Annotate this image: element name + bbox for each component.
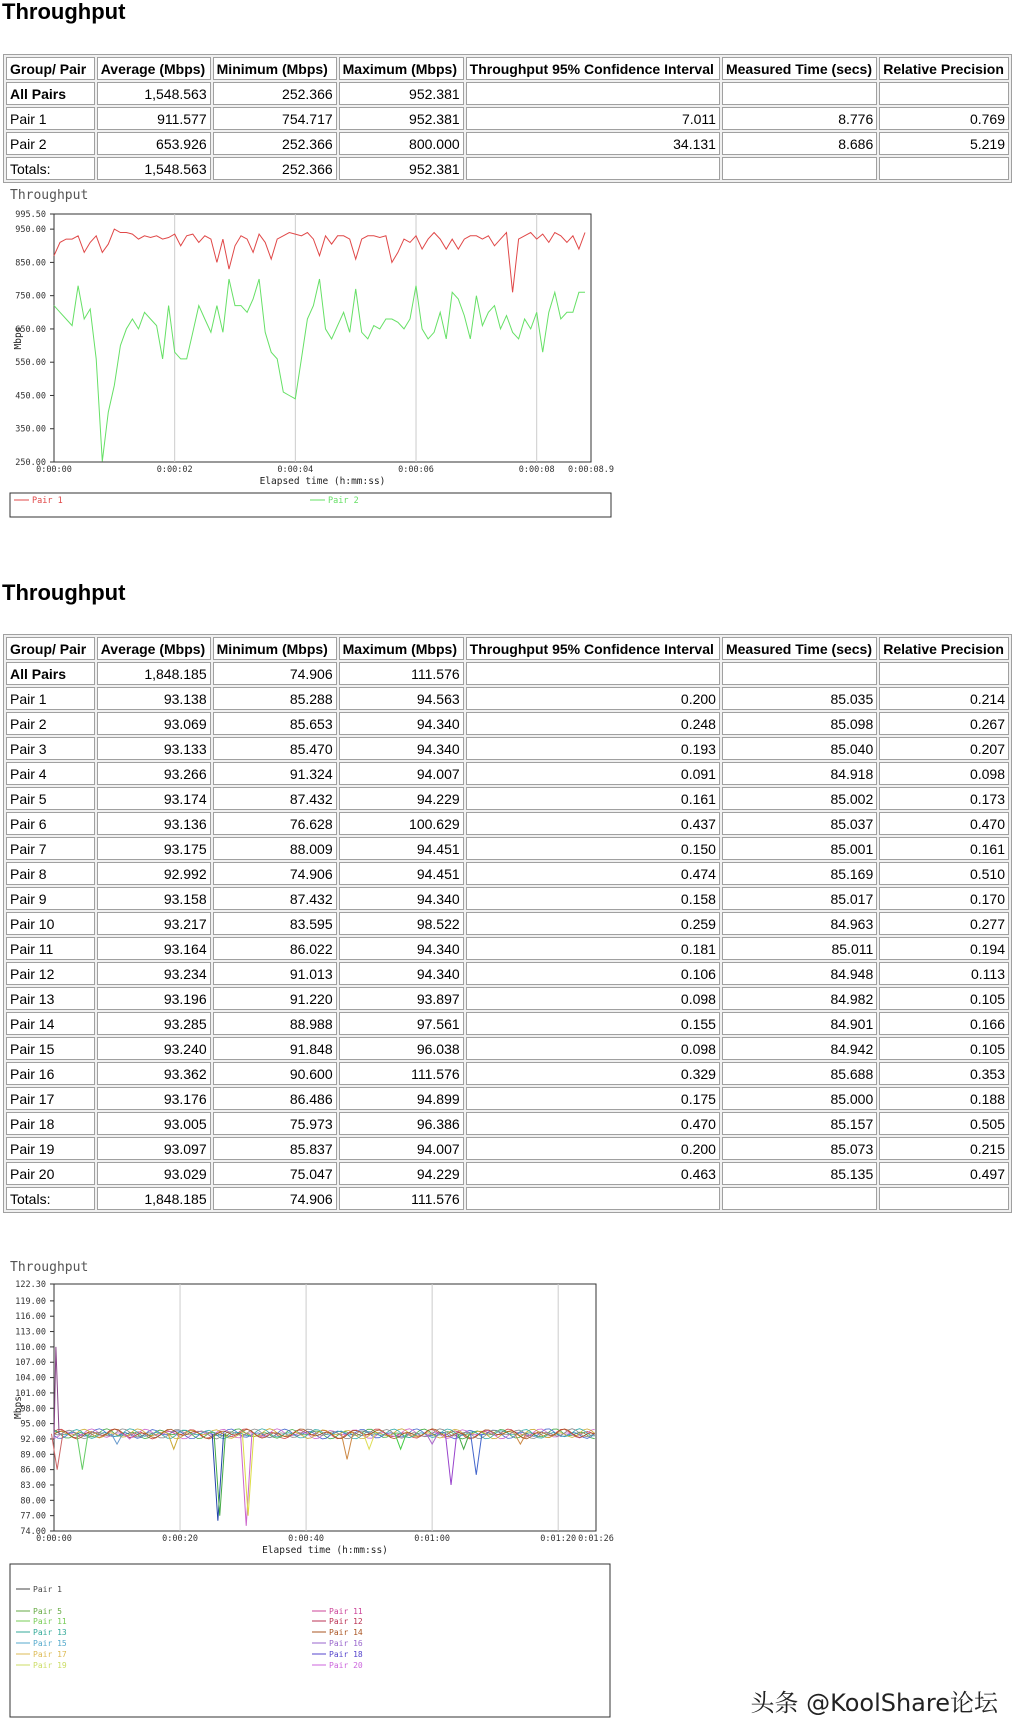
row-label: Pair 10 bbox=[6, 912, 95, 935]
table-cell bbox=[879, 157, 1009, 180]
row-label: Pair 2 bbox=[6, 132, 95, 155]
table-cell: 94.340 bbox=[339, 887, 464, 910]
table-cell: 93.138 bbox=[97, 687, 211, 710]
x-axis-label: Elapsed time (h:mm:ss) bbox=[259, 476, 386, 487]
table-cell: 75.047 bbox=[213, 1162, 337, 1185]
table-cell: 0.505 bbox=[879, 1112, 1009, 1135]
table-cell bbox=[466, 1187, 720, 1210]
y-tick-label: 110.00 bbox=[15, 1342, 46, 1353]
table-cell: 93.234 bbox=[97, 962, 211, 985]
table-cell: 1,548.563 bbox=[97, 157, 211, 180]
column-header: Minimum (Mbps) bbox=[213, 637, 337, 660]
throughput-chart-1 bbox=[0, 182, 625, 522]
table-cell: 85.135 bbox=[722, 1162, 877, 1185]
table-row bbox=[6, 962, 1009, 985]
section1-title: Throughput bbox=[2, 0, 126, 24]
table-cell: 0.277 bbox=[879, 912, 1009, 935]
table-cell: 0.470 bbox=[466, 1112, 720, 1135]
table-cell: 85.098 bbox=[722, 712, 877, 735]
legend-box bbox=[10, 1564, 610, 1717]
table-cell: 96.386 bbox=[339, 1112, 464, 1135]
table-cell bbox=[722, 157, 877, 180]
x-tick-label: 0:00:04 bbox=[277, 465, 314, 475]
table-cell: 94.451 bbox=[339, 862, 464, 885]
table-cell: 0.105 bbox=[879, 987, 1009, 1010]
legend-label: Pair 18 bbox=[329, 1650, 363, 1659]
row-label: Pair 2 bbox=[6, 712, 95, 735]
row-label: Pair 11 bbox=[6, 937, 95, 960]
table-cell bbox=[466, 662, 720, 685]
row-label: All Pairs bbox=[6, 82, 95, 105]
table-cell: 93.097 bbox=[97, 1137, 211, 1160]
table-cell: 84.982 bbox=[722, 987, 877, 1010]
column-header: Minimum (Mbps) bbox=[213, 57, 337, 80]
table-cell: 0.098 bbox=[466, 987, 720, 1010]
table-cell: 85.837 bbox=[213, 1137, 337, 1160]
table-cell: 93.217 bbox=[97, 912, 211, 935]
table-cell: 1,548.563 bbox=[97, 82, 211, 105]
table-cell: 85.073 bbox=[722, 1137, 877, 1160]
table-cell: 7.011 bbox=[466, 107, 720, 130]
column-header: Group/ Pair bbox=[6, 637, 95, 660]
table-cell: 0.181 bbox=[466, 937, 720, 960]
table-cell: 111.576 bbox=[339, 1062, 464, 1085]
y-tick-label: 850.00 bbox=[15, 258, 46, 269]
table-cell: 0.215 bbox=[879, 1137, 1009, 1160]
column-header: Maximum (Mbps) bbox=[339, 57, 464, 80]
table-cell: 94.340 bbox=[339, 937, 464, 960]
table-cell: 84.963 bbox=[722, 912, 877, 935]
y-tick-label: 74.00 bbox=[20, 1527, 46, 1537]
table-cell: 0.437 bbox=[466, 812, 720, 835]
table-cell: 97.561 bbox=[339, 1012, 464, 1035]
table-row bbox=[6, 662, 1009, 685]
column-header: Average (Mbps) bbox=[97, 637, 211, 660]
table-row bbox=[6, 937, 1009, 960]
y-tick-label: 86.00 bbox=[20, 1465, 46, 1476]
table-cell: 85.169 bbox=[722, 862, 877, 885]
table-cell bbox=[466, 82, 720, 105]
table-row bbox=[6, 887, 1009, 910]
row-label: Pair 1 bbox=[6, 687, 95, 710]
table-cell: 952.381 bbox=[339, 82, 464, 105]
table-row bbox=[6, 987, 1009, 1010]
table-row bbox=[6, 787, 1009, 810]
x-tick-label: 0:00:08 bbox=[518, 465, 555, 475]
row-label: Pair 6 bbox=[6, 812, 95, 835]
table-cell: 0.188 bbox=[879, 1087, 1009, 1110]
table-cell: 0.497 bbox=[879, 1162, 1009, 1185]
column-header: Average (Mbps) bbox=[97, 57, 211, 80]
row-label: Totals: bbox=[6, 1187, 95, 1210]
table-cell: 94.340 bbox=[339, 737, 464, 760]
table-cell: 74.906 bbox=[213, 862, 337, 885]
table-cell: 93.176 bbox=[97, 1087, 211, 1110]
table-cell: 84.948 bbox=[722, 962, 877, 985]
table-cell: 93.158 bbox=[97, 887, 211, 910]
table-cell: 952.381 bbox=[339, 107, 464, 130]
table-row bbox=[6, 107, 1009, 130]
table-cell: 85.000 bbox=[722, 1087, 877, 1110]
table-cell: 0.329 bbox=[466, 1062, 720, 1085]
y-tick-label: 89.00 bbox=[20, 1450, 46, 1461]
x-tick-label: 0:00:06 bbox=[398, 465, 434, 475]
y-tick-label: 650.00 bbox=[15, 324, 46, 335]
table-cell: 93.240 bbox=[97, 1037, 211, 1060]
table-cell: 911.577 bbox=[97, 107, 211, 130]
table-cell: 252.366 bbox=[213, 132, 337, 155]
table-cell: 0.098 bbox=[466, 1037, 720, 1060]
table-cell: 93.164 bbox=[97, 937, 211, 960]
table-cell: 85.011 bbox=[722, 937, 877, 960]
table-cell: 653.926 bbox=[97, 132, 211, 155]
table-cell: 0.150 bbox=[466, 837, 720, 860]
table-cell: 252.366 bbox=[213, 157, 337, 180]
row-label: Pair 13 bbox=[6, 987, 95, 1010]
y-tick-label: 95.00 bbox=[20, 1419, 46, 1430]
table-cell: 0.353 bbox=[879, 1062, 1009, 1085]
table-cell: 88.988 bbox=[213, 1012, 337, 1035]
legend-label: Pair 17 bbox=[33, 1650, 67, 1659]
table-cell: 34.131 bbox=[466, 132, 720, 155]
column-header: Throughput 95% Confidence Interval bbox=[466, 57, 720, 80]
table-row bbox=[6, 687, 1009, 710]
table-cell: 0.175 bbox=[466, 1087, 720, 1110]
column-header: Maximum (Mbps) bbox=[339, 637, 464, 660]
watermark: 头条 @KoolShare论坛 bbox=[750, 1689, 998, 1717]
row-label: Pair 18 bbox=[6, 1112, 95, 1135]
y-tick-label: 122.30 bbox=[15, 1280, 46, 1290]
x-tick-label: 0:00:20 bbox=[162, 1534, 198, 1544]
y-tick-label: 98.00 bbox=[20, 1404, 46, 1415]
table-row bbox=[6, 712, 1009, 735]
table-cell bbox=[722, 1187, 877, 1210]
table-cell: 85.035 bbox=[722, 687, 877, 710]
header-row bbox=[6, 637, 1009, 660]
table-cell: 0.194 bbox=[879, 937, 1009, 960]
table-cell: 91.848 bbox=[213, 1037, 337, 1060]
table-cell: 93.174 bbox=[97, 787, 211, 810]
row-label: All Pairs bbox=[6, 662, 95, 685]
table-row bbox=[6, 1062, 1009, 1085]
table-cell: 83.595 bbox=[213, 912, 337, 935]
legend-label: Pair 1 bbox=[32, 496, 63, 506]
row-label: Pair 9 bbox=[6, 887, 95, 910]
table-row bbox=[6, 737, 1009, 760]
y-tick-label: 116.00 bbox=[15, 1312, 46, 1323]
legend-label: Pair 1 bbox=[33, 1585, 62, 1594]
legend-box bbox=[10, 493, 611, 517]
table-cell bbox=[879, 1187, 1009, 1210]
legend-label: Pair 15 bbox=[33, 1639, 67, 1648]
table-cell: 0.105 bbox=[879, 1037, 1009, 1060]
table-row bbox=[6, 1012, 1009, 1035]
row-label: Pair 8 bbox=[6, 862, 95, 885]
table-cell: 85.002 bbox=[722, 787, 877, 810]
table-cell: 0.463 bbox=[466, 1162, 720, 1185]
table-cell: 5.219 bbox=[879, 132, 1009, 155]
y-tick-label: 107.00 bbox=[15, 1358, 46, 1369]
table-cell: 94.340 bbox=[339, 962, 464, 985]
row-label: Pair 4 bbox=[6, 762, 95, 785]
row-label: Pair 16 bbox=[6, 1062, 95, 1085]
row-label: Pair 19 bbox=[6, 1137, 95, 1160]
throughput-table-1 bbox=[3, 54, 1012, 183]
table-cell: 84.901 bbox=[722, 1012, 877, 1035]
table-cell: 0.769 bbox=[879, 107, 1009, 130]
table-cell: 84.918 bbox=[722, 762, 877, 785]
x-tick-label: 0:00:40 bbox=[288, 1534, 325, 1544]
table-cell: 93.285 bbox=[97, 1012, 211, 1035]
table-cell: 8.776 bbox=[722, 107, 877, 130]
table-cell: 0.091 bbox=[466, 762, 720, 785]
table-cell: 1,848.185 bbox=[97, 662, 211, 685]
table-cell: 98.522 bbox=[339, 912, 464, 935]
table-row bbox=[6, 1112, 1009, 1135]
table-cell: 0.170 bbox=[879, 887, 1009, 910]
table-cell: 94.451 bbox=[339, 837, 464, 860]
row-label: Pair 17 bbox=[6, 1087, 95, 1110]
x-tick-label: 0:00:00 bbox=[36, 1534, 72, 1544]
row-label: Pair 3 bbox=[6, 737, 95, 760]
table-cell: 93.897 bbox=[339, 987, 464, 1010]
table-cell: 94.340 bbox=[339, 712, 464, 735]
table-row bbox=[6, 1137, 1009, 1160]
table-cell: 0.510 bbox=[879, 862, 1009, 885]
table-row bbox=[6, 157, 1009, 180]
chart-title: Throughput bbox=[10, 1260, 89, 1275]
table-row bbox=[6, 837, 1009, 860]
x-axis-label: Elapsed time (h:mm:ss) bbox=[262, 1545, 388, 1556]
table-cell: 0.214 bbox=[879, 687, 1009, 710]
table-cell: 93.266 bbox=[97, 762, 211, 785]
table-cell: 90.600 bbox=[213, 1062, 337, 1085]
column-header: Throughput 95% Confidence Interval bbox=[466, 637, 720, 660]
table-cell: 0.173 bbox=[879, 787, 1009, 810]
x-tick-label: 0:01:26 bbox=[578, 1534, 614, 1544]
table-cell: 0.161 bbox=[466, 787, 720, 810]
table-cell: 84.942 bbox=[722, 1037, 877, 1060]
table-cell: 94.899 bbox=[339, 1087, 464, 1110]
table-cell: 91.324 bbox=[213, 762, 337, 785]
y-tick-label: 995.50 bbox=[15, 210, 46, 220]
table-cell: 93.175 bbox=[97, 837, 211, 860]
y-tick-label: 950.00 bbox=[15, 225, 46, 236]
table-cell: 0.200 bbox=[466, 687, 720, 710]
y-tick-label: 550.00 bbox=[15, 358, 46, 369]
legend-label: Pair 16 bbox=[329, 1639, 363, 1648]
table-row bbox=[6, 1037, 1009, 1060]
legend-label: Pair 5 bbox=[33, 1607, 62, 1616]
table-cell bbox=[722, 82, 877, 105]
row-label: Pair 14 bbox=[6, 1012, 95, 1035]
table-cell: 93.136 bbox=[97, 812, 211, 835]
column-header: Group/ Pair bbox=[6, 57, 95, 80]
y-tick-label: 119.00 bbox=[15, 1296, 46, 1307]
x-tick-label: 0:00:00 bbox=[36, 465, 72, 475]
table-cell: 94.007 bbox=[339, 762, 464, 785]
column-header: Measured Time (secs) bbox=[722, 57, 877, 80]
table-cell: 86.486 bbox=[213, 1087, 337, 1110]
table-cell: 94.007 bbox=[339, 1137, 464, 1160]
column-header: Relative Precision bbox=[879, 57, 1009, 80]
table-cell: 111.576 bbox=[339, 1187, 464, 1210]
x-tick-label: 0:00:02 bbox=[156, 465, 193, 475]
table-cell: 85.470 bbox=[213, 737, 337, 760]
table-cell: 1,848.185 bbox=[97, 1187, 211, 1210]
table-cell: 111.576 bbox=[339, 662, 464, 685]
table-row bbox=[6, 862, 1009, 885]
section2-title: Throughput bbox=[2, 580, 126, 605]
table-cell: 87.432 bbox=[213, 887, 337, 910]
table-cell: 85.037 bbox=[722, 812, 877, 835]
table-cell: 86.022 bbox=[213, 937, 337, 960]
y-tick-label: 113.00 bbox=[15, 1327, 46, 1338]
table-cell: 94.563 bbox=[339, 687, 464, 710]
table-cell: 0.193 bbox=[466, 737, 720, 760]
table-cell: 93.069 bbox=[97, 712, 211, 735]
legend-label: Pair 11 bbox=[33, 1617, 67, 1626]
legend-label: Pair 13 bbox=[33, 1628, 67, 1637]
y-tick-label: 350.00 bbox=[15, 424, 46, 435]
chart-title: Throughput bbox=[10, 188, 89, 203]
row-label: Pair 12 bbox=[6, 962, 95, 985]
table-cell: 8.686 bbox=[722, 132, 877, 155]
table-cell: 100.629 bbox=[339, 812, 464, 835]
x-tick-label: 0:01:20 bbox=[540, 1534, 577, 1544]
table-cell: 800.000 bbox=[339, 132, 464, 155]
y-tick-label: 101.00 bbox=[15, 1388, 46, 1399]
table-cell: 93.005 bbox=[97, 1112, 211, 1135]
legend-label: Pair 14 bbox=[329, 1628, 363, 1637]
table-row bbox=[6, 762, 1009, 785]
table-cell: 92.992 bbox=[97, 862, 211, 885]
row-label: Totals: bbox=[6, 157, 95, 180]
table-cell: 94.229 bbox=[339, 1162, 464, 1185]
column-header: Measured Time (secs) bbox=[722, 637, 877, 660]
table-row bbox=[6, 1162, 1009, 1185]
table-cell: 85.040 bbox=[722, 737, 877, 760]
legend-label: Pair 20 bbox=[329, 1661, 363, 1670]
y-axis-label: Mbps bbox=[13, 1396, 24, 1419]
row-label: Pair 15 bbox=[6, 1037, 95, 1060]
table-cell: 0.470 bbox=[879, 812, 1009, 835]
plot-area bbox=[54, 1284, 596, 1531]
x-tick-label: 0:00:08.9 bbox=[567, 465, 615, 475]
table-row bbox=[6, 132, 1009, 155]
y-tick-label: 450.00 bbox=[15, 391, 46, 402]
table-cell: 85.001 bbox=[722, 837, 877, 860]
table-cell: 0.248 bbox=[466, 712, 720, 735]
plot-area bbox=[54, 214, 591, 462]
y-tick-label: 77.00 bbox=[20, 1511, 46, 1522]
table-row bbox=[6, 82, 1009, 105]
table-cell bbox=[722, 662, 877, 685]
throughput-chart-2 bbox=[0, 1254, 680, 1724]
table-cell: 91.220 bbox=[213, 987, 337, 1010]
y-tick-label: 80.00 bbox=[20, 1496, 46, 1507]
legend-label: Pair 19 bbox=[33, 1661, 67, 1670]
table-cell: 85.288 bbox=[213, 687, 337, 710]
legend-label: Pair 11 bbox=[329, 1607, 363, 1616]
table-cell: 74.906 bbox=[213, 662, 337, 685]
table-cell: 0.474 bbox=[466, 862, 720, 885]
table-cell: 0.200 bbox=[466, 1137, 720, 1160]
table-cell: 0.106 bbox=[466, 962, 720, 985]
y-axis-label: Mbps bbox=[13, 326, 24, 350]
table-cell bbox=[466, 157, 720, 180]
table-cell: 0.166 bbox=[879, 1012, 1009, 1035]
y-tick-label: 92.00 bbox=[20, 1434, 46, 1445]
table-cell: 0.259 bbox=[466, 912, 720, 935]
table-cell: 93.029 bbox=[97, 1162, 211, 1185]
row-label: Pair 7 bbox=[6, 837, 95, 860]
legend-label: Pair 2 bbox=[328, 496, 359, 506]
table-row bbox=[6, 812, 1009, 835]
table-cell: 0.207 bbox=[879, 737, 1009, 760]
table-cell: 754.717 bbox=[213, 107, 337, 130]
table-cell: 74.906 bbox=[213, 1187, 337, 1210]
table-row bbox=[6, 1087, 1009, 1110]
table-cell: 0.113 bbox=[879, 962, 1009, 985]
table-cell: 0.161 bbox=[879, 837, 1009, 860]
y-tick-label: 250.00 bbox=[15, 458, 46, 468]
y-tick-label: 750.00 bbox=[15, 291, 46, 302]
table-cell: 91.013 bbox=[213, 962, 337, 985]
table-cell: 93.133 bbox=[97, 737, 211, 760]
table-cell: 96.038 bbox=[339, 1037, 464, 1060]
table-cell: 85.653 bbox=[213, 712, 337, 735]
table-row bbox=[6, 1187, 1009, 1210]
table-cell: 85.688 bbox=[722, 1062, 877, 1085]
y-tick-label: 104.00 bbox=[15, 1373, 46, 1384]
table-cell: 93.196 bbox=[97, 987, 211, 1010]
table-cell: 0.267 bbox=[879, 712, 1009, 735]
x-tick-label: 0:01:00 bbox=[414, 1534, 451, 1544]
table-cell: 88.009 bbox=[213, 837, 337, 860]
table-cell: 76.628 bbox=[213, 812, 337, 835]
throughput-table-2 bbox=[3, 634, 1012, 1213]
table-cell: 85.157 bbox=[722, 1112, 877, 1135]
row-label: Pair 20 bbox=[6, 1162, 95, 1185]
table-cell: 0.158 bbox=[466, 887, 720, 910]
table-cell: 952.381 bbox=[339, 157, 464, 180]
row-label: Pair 5 bbox=[6, 787, 95, 810]
table-cell: 252.366 bbox=[213, 82, 337, 105]
table-row bbox=[6, 912, 1009, 935]
table-cell bbox=[879, 82, 1009, 105]
table-cell: 0.098 bbox=[879, 762, 1009, 785]
header-row bbox=[6, 57, 1009, 80]
table-cell: 85.017 bbox=[722, 887, 877, 910]
y-tick-label: 83.00 bbox=[20, 1480, 46, 1491]
row-label: Pair 1 bbox=[6, 107, 95, 130]
table-cell: 0.155 bbox=[466, 1012, 720, 1035]
table-cell: 87.432 bbox=[213, 787, 337, 810]
table-cell bbox=[879, 662, 1009, 685]
legend-label: Pair 12 bbox=[329, 1617, 363, 1626]
table-cell: 75.973 bbox=[213, 1112, 337, 1135]
table-cell: 94.229 bbox=[339, 787, 464, 810]
table-cell: 93.362 bbox=[97, 1062, 211, 1085]
column-header: Relative Precision bbox=[879, 637, 1009, 660]
